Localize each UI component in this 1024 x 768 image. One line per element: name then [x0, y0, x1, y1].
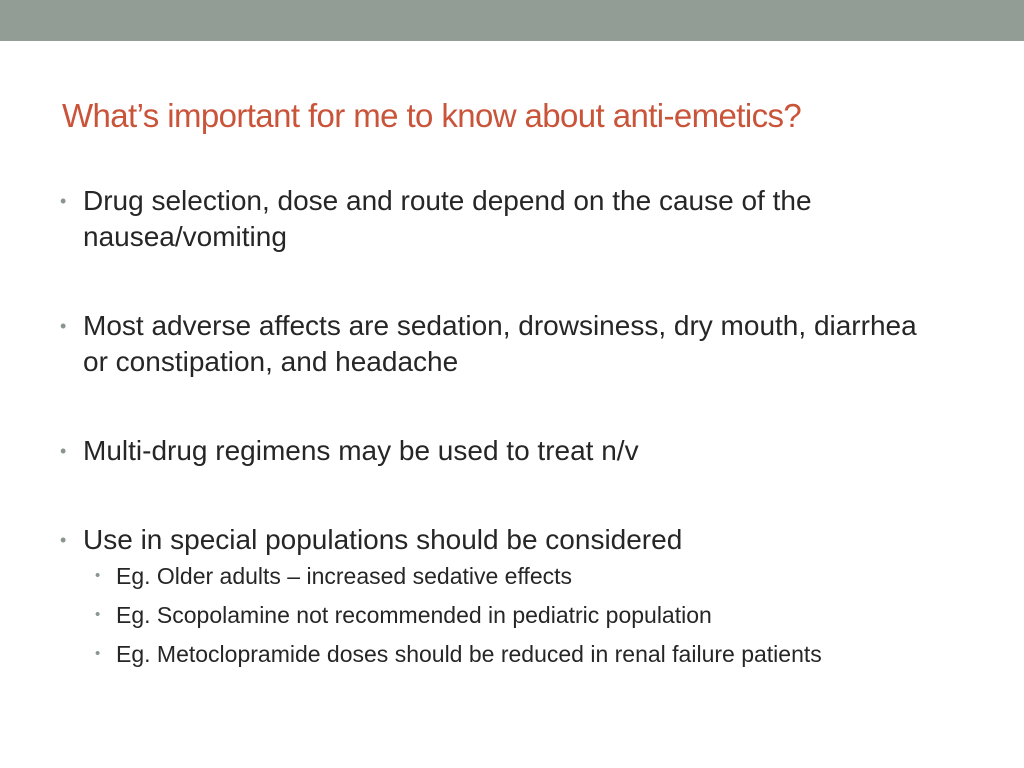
- top-decorative-band: [0, 0, 1024, 41]
- bullet-list: [60, 183, 940, 668]
- sub-bullet-text: Eg. Scopolamine not recommended in pediatric population: [116, 602, 712, 628]
- sub-bullet-marker-icon: •: [95, 606, 101, 623]
- bullet-text: Most adverse affects are sedation, drowsiness, dry mouth, diarrhea or constipation, and headache: [83, 310, 917, 377]
- sub-bullet-item: [87, 640, 940, 668]
- sub-bullet-text: Eg. Older adults – increased sedative effects: [116, 563, 573, 589]
- sub-bullet-marker-icon: •: [95, 567, 101, 584]
- bullet-marker-icon: •: [60, 191, 67, 211]
- sub-bullet-item: [87, 562, 940, 590]
- bullet-marker-icon: •: [60, 530, 67, 550]
- bullet-item: [60, 183, 940, 255]
- bullet-item: [60, 522, 940, 668]
- bullet-item: [60, 308, 940, 380]
- bullet-text: Use in special populations should be considered: [83, 524, 683, 555]
- bullet-item: [60, 433, 940, 469]
- bullet-text: Multi-drug regimens may be used to treat n/v: [83, 435, 639, 466]
- sub-bullet-list: [83, 562, 940, 668]
- sub-bullet-text: Eg. Metoclopramide doses should be reduced in renal failure patients: [116, 641, 822, 667]
- bullet-marker-icon: •: [60, 316, 67, 336]
- slide-title: What’s important for me to know about anti-emetics?: [62, 97, 802, 134]
- bullet-marker-icon: •: [60, 441, 67, 461]
- sub-bullet-marker-icon: •: [95, 645, 101, 662]
- bullet-text: Drug selection, dose and route depend on the cause of the nausea/vomiting: [83, 185, 812, 252]
- sub-bullet-item: [87, 601, 940, 629]
